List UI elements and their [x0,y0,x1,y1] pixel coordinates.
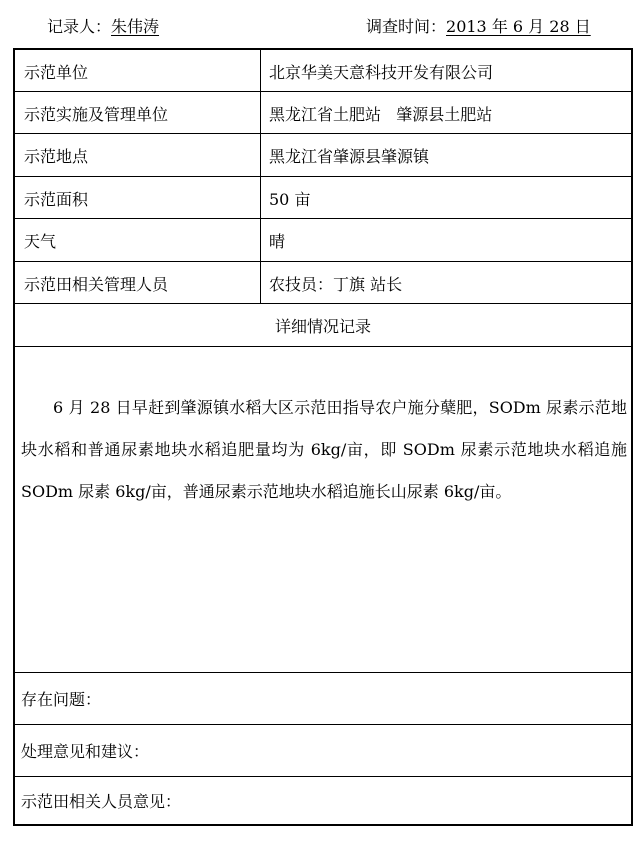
row-value: 黑龙江省肇源县肇源镇 [269,147,430,166]
opinions-label: 示范田相关人员意见： [21,792,182,811]
detail-body [15,347,631,673]
row-value: 黑龙江省土肥站 肇源县土肥站 [269,105,493,124]
table-row [15,219,631,262]
opinions-row [15,777,631,824]
recorder-label: 记录人： [47,17,112,36]
row-value: 农技员：丁旗 站长 [269,275,403,294]
survey-date [366,16,591,38]
row-label: 天气 [24,232,57,251]
recorder [47,16,159,38]
row-value: 50 亩 [269,190,311,209]
row-value: 北京华美天意科技开发有限公司 [269,63,494,82]
problems-row [15,673,631,725]
date-value: 2013 年 6 月 28 日 [446,17,591,36]
row-label: 示范实施及管理单位 [24,105,169,124]
detail-title: 详细情况记录 [274,317,371,336]
detail-text: 6 月 28 日早赶到肇源镇水稻大区示范田指导农户施分蘖肥，SODm 尿素示范地块水稻和普通尿素地块水稻追肥量均为 6kg/亩，即 SODm 尿素示范地块水稻追施 SODm 尿素 6kg/亩，普通尿素示范地块水稻追施长山尿素 6kg/亩。 [21,398,627,501]
table-row [15,177,631,219]
detail-title-row [15,304,631,347]
problems-label: 存在问题： [21,690,102,709]
date-label: 调查时间： [366,17,447,36]
row-value: 晴 [269,232,286,251]
row-label: 示范面积 [24,190,89,209]
table-row [15,134,631,177]
row-label: 示范田相关管理人员 [24,275,169,294]
recorder-name: 朱伟涛 [111,17,160,36]
row-label: 示范单位 [24,63,89,82]
row-label: 示范地点 [24,147,89,166]
record-table [13,48,633,826]
table-row [15,92,631,134]
table-row [15,262,631,304]
table-row [15,50,631,92]
suggestions-row [15,725,631,777]
suggestions-label: 处理意见和建议： [21,742,150,761]
